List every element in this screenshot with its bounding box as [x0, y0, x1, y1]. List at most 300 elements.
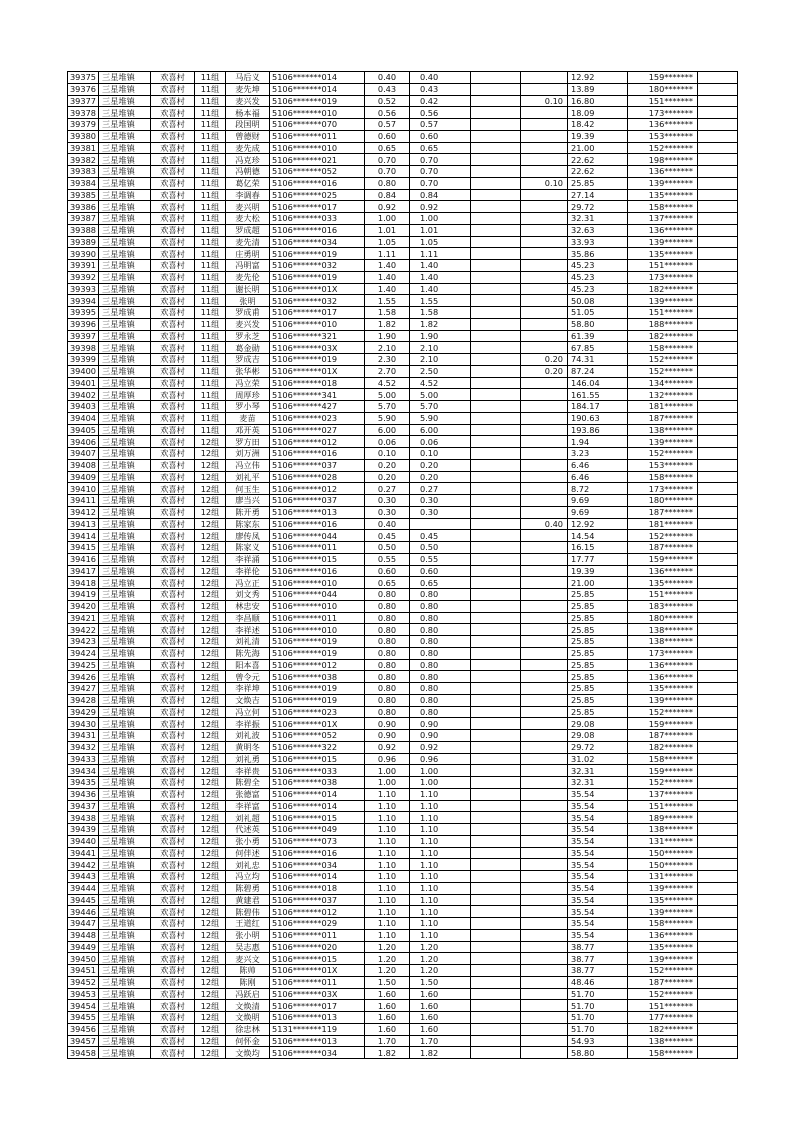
- row-number-cell: 39409: [68, 471, 99, 483]
- area-b-cell: [471, 119, 521, 131]
- town-cell: 三星堆镇: [99, 694, 151, 706]
- table-row: [68, 530, 738, 542]
- village-cell: 欢喜村: [151, 307, 195, 319]
- village-cell: 欢喜村: [151, 671, 195, 683]
- table-row: [68, 589, 738, 601]
- area-a-cell: 0.80: [410, 589, 471, 601]
- area-c-cell: [521, 130, 568, 142]
- id-number-cell: 5106*******014: [270, 871, 365, 883]
- group-cell: 12组: [195, 1012, 226, 1024]
- blank-cell: [698, 224, 738, 236]
- row-number-cell: 39402: [68, 389, 99, 401]
- amount-cell: 35.54: [568, 929, 628, 941]
- phone-cell: 152*******: [628, 965, 698, 977]
- area-a-cell: 6.00: [410, 424, 471, 436]
- total-area-cell: 0.20: [365, 459, 410, 471]
- id-number-cell: 5106*******010: [270, 624, 365, 636]
- table-body: [68, 72, 738, 1059]
- area-c-cell: [521, 189, 568, 201]
- total-area-cell: 0.60: [365, 130, 410, 142]
- table-row: [68, 436, 738, 448]
- name-cell: 李调春: [226, 189, 270, 201]
- total-area-cell: 1.10: [365, 788, 410, 800]
- village-cell: 欢喜村: [151, 154, 195, 166]
- table-row: [68, 659, 738, 671]
- area-a-cell: 1.20: [410, 941, 471, 953]
- row-number-cell: 39433: [68, 753, 99, 765]
- table-row: [68, 941, 738, 953]
- area-c-cell: [521, 800, 568, 812]
- area-c-cell: [521, 412, 568, 424]
- blank-cell: [698, 906, 738, 918]
- phone-cell: 183*******: [628, 600, 698, 612]
- area-a-cell: 0.43: [410, 83, 471, 95]
- table-row: [68, 765, 738, 777]
- group-cell: 11组: [195, 260, 226, 272]
- total-area-cell: 0.10: [365, 448, 410, 460]
- town-cell: 三星堆镇: [99, 730, 151, 742]
- amount-cell: 38.77: [568, 941, 628, 953]
- area-a-cell: [410, 518, 471, 530]
- id-number-cell: 5106*******021: [270, 154, 365, 166]
- row-number-cell: 39420: [68, 600, 99, 612]
- group-cell: 12组: [195, 506, 226, 518]
- area-a-cell: 0.10: [410, 448, 471, 460]
- phone-cell: 136*******: [628, 565, 698, 577]
- name-cell: 曾令元: [226, 671, 270, 683]
- group-cell: 11组: [195, 201, 226, 213]
- phone-cell: 132*******: [628, 389, 698, 401]
- row-number-cell: 39401: [68, 377, 99, 389]
- total-area-cell: 1.70: [365, 1035, 410, 1047]
- town-cell: 三星堆镇: [99, 741, 151, 753]
- name-cell: 罗永芝: [226, 330, 270, 342]
- table-row: [68, 929, 738, 941]
- table-row: [68, 882, 738, 894]
- town-cell: 三星堆镇: [99, 1047, 151, 1059]
- area-b-cell: [471, 647, 521, 659]
- amount-cell: 35.54: [568, 894, 628, 906]
- area-b-cell: [471, 448, 521, 460]
- area-a-cell: 0.42: [410, 95, 471, 107]
- total-area-cell: 5.00: [365, 389, 410, 401]
- total-area-cell: 0.30: [365, 495, 410, 507]
- table-row: [68, 624, 738, 636]
- group-cell: 12组: [195, 1023, 226, 1035]
- total-area-cell: 0.92: [365, 201, 410, 213]
- total-area-cell: 1.10: [365, 871, 410, 883]
- village-cell: 欢喜村: [151, 871, 195, 883]
- total-area-cell: 0.90: [365, 718, 410, 730]
- id-number-cell: 5106*******322: [270, 741, 365, 753]
- id-number-cell: 5106*******015: [270, 753, 365, 765]
- group-cell: 12组: [195, 612, 226, 624]
- area-b-cell: [471, 506, 521, 518]
- phone-cell: 135*******: [628, 894, 698, 906]
- area-a-cell: 0.80: [410, 671, 471, 683]
- total-area-cell: 1.10: [365, 835, 410, 847]
- town-cell: 三星堆镇: [99, 295, 151, 307]
- id-number-cell: 5106*******010: [270, 577, 365, 589]
- id-number-cell: 5106*******019: [270, 95, 365, 107]
- phone-cell: 152*******: [628, 448, 698, 460]
- table-row: [68, 354, 738, 366]
- name-cell: 张小勇: [226, 835, 270, 847]
- table-row: [68, 636, 738, 648]
- phone-cell: 136*******: [628, 671, 698, 683]
- area-a-cell: 1.00: [410, 777, 471, 789]
- group-cell: 12组: [195, 436, 226, 448]
- area-a-cell: 1.60: [410, 1023, 471, 1035]
- village-cell: 欢喜村: [151, 506, 195, 518]
- blank-cell: [698, 929, 738, 941]
- name-cell: 陈碧全: [226, 777, 270, 789]
- village-cell: 欢喜村: [151, 847, 195, 859]
- group-cell: 12组: [195, 824, 226, 836]
- row-number-cell: 39389: [68, 236, 99, 248]
- blank-cell: [698, 671, 738, 683]
- amount-cell: 25.85: [568, 636, 628, 648]
- area-c-cell: [521, 213, 568, 225]
- id-number-cell: 5106*******019: [270, 248, 365, 260]
- village-cell: 欢喜村: [151, 459, 195, 471]
- area-b-cell: [471, 565, 521, 577]
- table-row: [68, 412, 738, 424]
- town-cell: 三星堆镇: [99, 800, 151, 812]
- row-number-cell: 39412: [68, 506, 99, 518]
- id-number-cell: 5106*******01X: [270, 965, 365, 977]
- village-cell: 欢喜村: [151, 412, 195, 424]
- phone-cell: 158*******: [628, 918, 698, 930]
- name-cell: 张明: [226, 295, 270, 307]
- area-a-cell: 5.70: [410, 401, 471, 413]
- town-cell: 三星堆镇: [99, 1035, 151, 1047]
- phone-cell: 136*******: [628, 224, 698, 236]
- row-number-cell: 39450: [68, 953, 99, 965]
- area-c-cell: 0.20: [521, 354, 568, 366]
- blank-cell: [698, 83, 738, 95]
- area-b-cell: [471, 965, 521, 977]
- blank-cell: [698, 318, 738, 330]
- area-b-cell: [471, 377, 521, 389]
- village-cell: 欢喜村: [151, 777, 195, 789]
- id-number-cell: 5106*******011: [270, 542, 365, 554]
- row-number-cell: 39397: [68, 330, 99, 342]
- area-a-cell: 1.58: [410, 307, 471, 319]
- area-a-cell: 1.82: [410, 1047, 471, 1059]
- area-b-cell: [471, 976, 521, 988]
- row-number-cell: 39399: [68, 354, 99, 366]
- table-row: [68, 988, 738, 1000]
- id-number-cell: 5106*******044: [270, 530, 365, 542]
- total-area-cell: 0.84: [365, 189, 410, 201]
- phone-cell: 139*******: [628, 953, 698, 965]
- area-c-cell: [521, 847, 568, 859]
- total-area-cell: 1.60: [365, 1023, 410, 1035]
- blank-cell: [698, 295, 738, 307]
- phone-cell: 139*******: [628, 694, 698, 706]
- group-cell: 11组: [195, 318, 226, 330]
- town-cell: 三星堆镇: [99, 365, 151, 377]
- phone-cell: 159*******: [628, 553, 698, 565]
- phone-cell: 159*******: [628, 72, 698, 84]
- phone-cell: 158*******: [628, 471, 698, 483]
- table-row: [68, 565, 738, 577]
- village-cell: 欢喜村: [151, 389, 195, 401]
- area-a-cell: 1.01: [410, 224, 471, 236]
- phone-cell: 187*******: [628, 412, 698, 424]
- area-c-cell: [521, 201, 568, 213]
- group-cell: 11组: [195, 271, 226, 283]
- id-number-cell: 5106*******011: [270, 929, 365, 941]
- table-row: [68, 871, 738, 883]
- table-row: [68, 307, 738, 319]
- table-row: [68, 1023, 738, 1035]
- id-number-cell: 5106*******037: [270, 459, 365, 471]
- area-a-cell: 0.06: [410, 436, 471, 448]
- group-cell: 12组: [195, 988, 226, 1000]
- area-b-cell: [471, 1012, 521, 1024]
- area-b-cell: [471, 318, 521, 330]
- row-number-cell: 39439: [68, 824, 99, 836]
- area-b-cell: [471, 307, 521, 319]
- area-b-cell: [471, 330, 521, 342]
- id-number-cell: 5106*******03X: [270, 988, 365, 1000]
- area-c-cell: [521, 589, 568, 601]
- name-cell: 冯明富: [226, 260, 270, 272]
- village-cell: 欢喜村: [151, 365, 195, 377]
- name-cell: 文焕明: [226, 1012, 270, 1024]
- blank-cell: [698, 1023, 738, 1035]
- row-number-cell: 39435: [68, 777, 99, 789]
- village-cell: 欢喜村: [151, 589, 195, 601]
- name-cell: 冯立正: [226, 577, 270, 589]
- phone-cell: 138*******: [628, 624, 698, 636]
- id-number-cell: 5106*******010: [270, 600, 365, 612]
- table-row: [68, 730, 738, 742]
- group-cell: 12组: [195, 953, 226, 965]
- row-number-cell: 39421: [68, 612, 99, 624]
- id-number-cell: 5106*******025: [270, 189, 365, 201]
- amount-cell: 14.54: [568, 530, 628, 542]
- area-c-cell: [521, 448, 568, 460]
- total-area-cell: 1.01: [365, 224, 410, 236]
- amount-cell: 16.80: [568, 95, 628, 107]
- amount-cell: 22.62: [568, 166, 628, 178]
- amount-cell: 87.24: [568, 365, 628, 377]
- group-cell: 11组: [195, 248, 226, 260]
- amount-cell: 35.54: [568, 835, 628, 847]
- area-b-cell: [471, 1047, 521, 1059]
- village-cell: 欢喜村: [151, 1035, 195, 1047]
- group-cell: 11组: [195, 130, 226, 142]
- area-b-cell: [471, 95, 521, 107]
- blank-cell: [698, 389, 738, 401]
- area-c-cell: [521, 824, 568, 836]
- area-a-cell: 1.50: [410, 976, 471, 988]
- town-cell: 三星堆镇: [99, 201, 151, 213]
- blank-cell: [698, 260, 738, 272]
- group-cell: 12组: [195, 659, 226, 671]
- name-cell: 麦先伦: [226, 271, 270, 283]
- group-cell: 12组: [195, 565, 226, 577]
- area-a-cell: 0.57: [410, 119, 471, 131]
- phone-cell: 139*******: [628, 436, 698, 448]
- area-b-cell: [471, 918, 521, 930]
- table-row: [68, 260, 738, 272]
- id-number-cell: 5106*******016: [270, 448, 365, 460]
- amount-cell: 51.70: [568, 988, 628, 1000]
- area-c-cell: [521, 389, 568, 401]
- total-area-cell: 0.20: [365, 471, 410, 483]
- id-number-cell: 5106*******044: [270, 589, 365, 601]
- village-cell: 欢喜村: [151, 107, 195, 119]
- total-area-cell: 0.80: [365, 612, 410, 624]
- phone-cell: 182*******: [628, 283, 698, 295]
- group-cell: 12组: [195, 835, 226, 847]
- village-cell: 欢喜村: [151, 882, 195, 894]
- row-number-cell: 39393: [68, 283, 99, 295]
- village-cell: 欢喜村: [151, 718, 195, 730]
- total-area-cell: 1.10: [365, 859, 410, 871]
- group-cell: 11组: [195, 224, 226, 236]
- area-a-cell: 0.50: [410, 542, 471, 554]
- total-area-cell: 1.55: [365, 295, 410, 307]
- phone-cell: 139*******: [628, 177, 698, 189]
- amount-cell: 32.31: [568, 213, 628, 225]
- town-cell: 三星堆镇: [99, 154, 151, 166]
- phone-cell: 173*******: [628, 107, 698, 119]
- table-row: [68, 271, 738, 283]
- group-cell: 12组: [195, 553, 226, 565]
- row-number-cell: 39387: [68, 213, 99, 225]
- table-row: [68, 318, 738, 330]
- area-a-cell: 0.80: [410, 624, 471, 636]
- town-cell: 三星堆镇: [99, 929, 151, 941]
- id-number-cell: 5106*******010: [270, 318, 365, 330]
- total-area-cell: 5.70: [365, 401, 410, 413]
- town-cell: 三星堆镇: [99, 647, 151, 659]
- amount-cell: 3.23: [568, 448, 628, 460]
- row-number-cell: 39388: [68, 224, 99, 236]
- table-row: [68, 612, 738, 624]
- id-number-cell: 5106*******012: [270, 906, 365, 918]
- total-area-cell: 0.40: [365, 72, 410, 84]
- village-cell: 欢喜村: [151, 800, 195, 812]
- group-cell: 11组: [195, 154, 226, 166]
- table-row: [68, 483, 738, 495]
- name-cell: 冯跃启: [226, 988, 270, 1000]
- blank-cell: [698, 166, 738, 178]
- row-number-cell: 39427: [68, 683, 99, 695]
- total-area-cell: 6.00: [365, 424, 410, 436]
- group-cell: 11组: [195, 283, 226, 295]
- area-b-cell: [471, 495, 521, 507]
- area-c-cell: [521, 248, 568, 260]
- name-cell: 谢长明: [226, 283, 270, 295]
- row-number-cell: 39411: [68, 495, 99, 507]
- town-cell: 三星堆镇: [99, 1023, 151, 1035]
- blank-cell: [698, 683, 738, 695]
- area-a-cell: 0.30: [410, 506, 471, 518]
- village-cell: 欢喜村: [151, 906, 195, 918]
- group-cell: 12组: [195, 859, 226, 871]
- area-c-cell: [521, 553, 568, 565]
- area-c-cell: [521, 1023, 568, 1035]
- area-a-cell: 1.40: [410, 271, 471, 283]
- name-cell: 李祥述: [226, 624, 270, 636]
- village-cell: 欢喜村: [151, 647, 195, 659]
- table-row: [68, 213, 738, 225]
- amount-cell: 45.23: [568, 271, 628, 283]
- area-a-cell: 0.27: [410, 483, 471, 495]
- amount-cell: 6.46: [568, 459, 628, 471]
- area-b-cell: [471, 189, 521, 201]
- row-number-cell: 39451: [68, 965, 99, 977]
- row-number-cell: 39457: [68, 1035, 99, 1047]
- town-cell: 三星堆镇: [99, 553, 151, 565]
- table-row: [68, 342, 738, 354]
- table-row: [68, 953, 738, 965]
- area-b-cell: [471, 260, 521, 272]
- amount-cell: 38.77: [568, 965, 628, 977]
- town-cell: 三星堆镇: [99, 377, 151, 389]
- area-c-cell: [521, 342, 568, 354]
- village-cell: 欢喜村: [151, 166, 195, 178]
- table-row: [68, 918, 738, 930]
- town-cell: 三星堆镇: [99, 130, 151, 142]
- total-area-cell: 0.70: [365, 166, 410, 178]
- area-a-cell: 1.60: [410, 1000, 471, 1012]
- area-c-cell: [521, 577, 568, 589]
- area-b-cell: [471, 201, 521, 213]
- blank-cell: [698, 600, 738, 612]
- group-cell: 12组: [195, 1047, 226, 1059]
- name-cell: 刘礼忠: [226, 859, 270, 871]
- area-b-cell: [471, 412, 521, 424]
- area-c-cell: [521, 730, 568, 742]
- id-number-cell: 5106*******014: [270, 800, 365, 812]
- area-b-cell: [471, 624, 521, 636]
- name-cell: 曾德财: [226, 130, 270, 142]
- name-cell: 王道红: [226, 918, 270, 930]
- phone-cell: 159*******: [628, 765, 698, 777]
- town-cell: 三星堆镇: [99, 189, 151, 201]
- blank-cell: [698, 765, 738, 777]
- row-number-cell: 39447: [68, 918, 99, 930]
- area-a-cell: 1.10: [410, 847, 471, 859]
- village-cell: 欢喜村: [151, 177, 195, 189]
- table-row: [68, 683, 738, 695]
- row-number-cell: 39396: [68, 318, 99, 330]
- area-b-cell: [471, 436, 521, 448]
- area-c-cell: [521, 295, 568, 307]
- area-c-cell: [521, 765, 568, 777]
- area-b-cell: [471, 847, 521, 859]
- village-cell: 欢喜村: [151, 260, 195, 272]
- blank-cell: [698, 918, 738, 930]
- table-row: [68, 965, 738, 977]
- phone-cell: 188*******: [628, 318, 698, 330]
- area-c-cell: [521, 471, 568, 483]
- amount-cell: 48.46: [568, 976, 628, 988]
- total-area-cell: 1.20: [365, 953, 410, 965]
- row-number-cell: 39456: [68, 1023, 99, 1035]
- total-area-cell: 1.82: [365, 1047, 410, 1059]
- group-cell: 12组: [195, 530, 226, 542]
- area-b-cell: [471, 929, 521, 941]
- amount-cell: 190.63: [568, 412, 628, 424]
